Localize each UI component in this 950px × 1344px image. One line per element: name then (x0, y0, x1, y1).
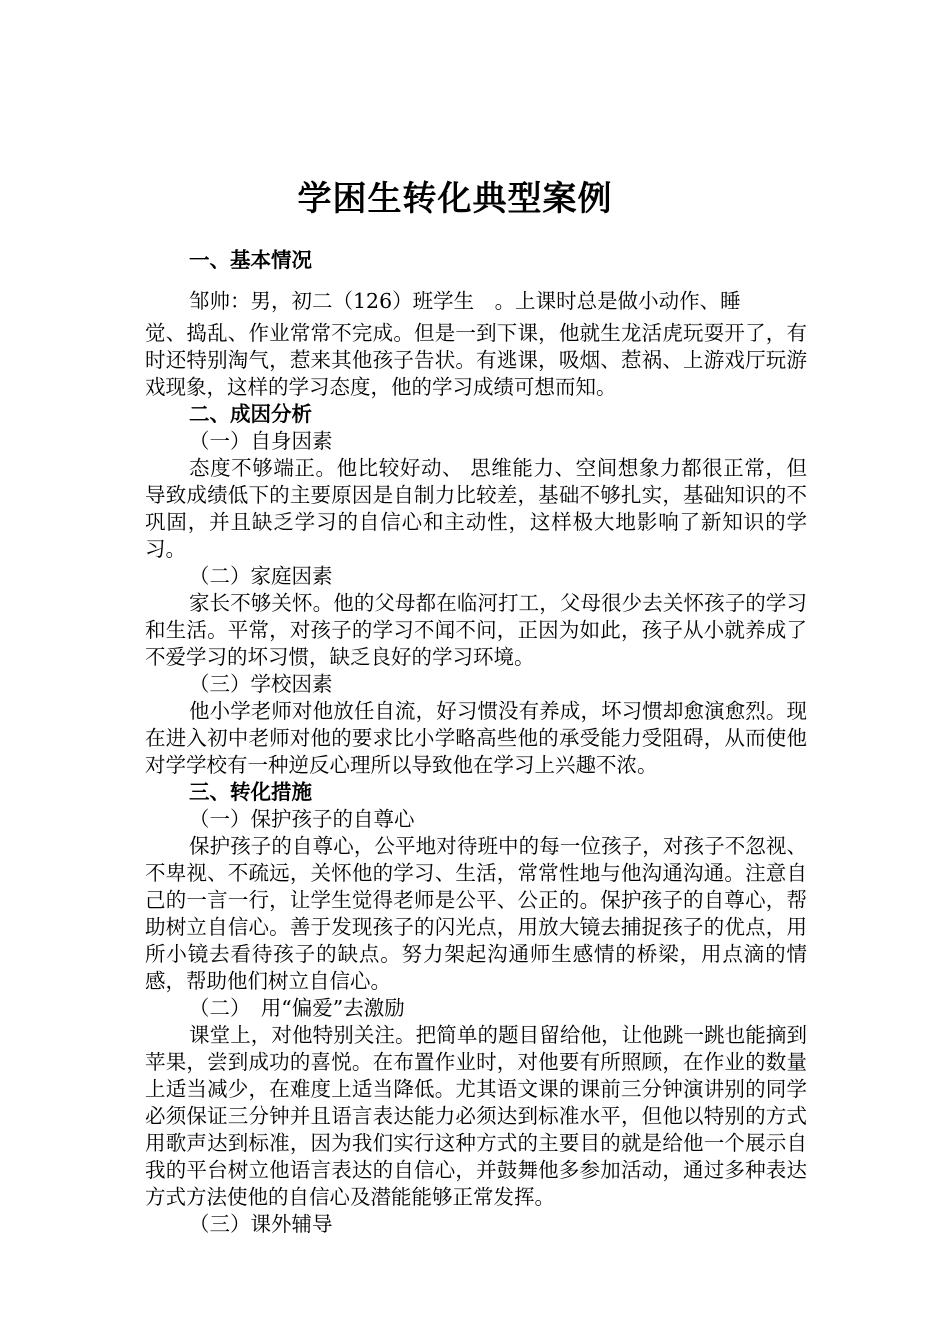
paragraph-protect-self-esteem: 保护孩子的自尊心，公平地对待班中的每一位孩子，对孩子不忽视、不卑视、不疏远，关怀他的学习、生活，常常性地与他沟通沟通。注意自己的一言一行，让学生觉得老师是公平、公正的。保护孩子的自尊心，帮助树立自信心。善于发现孩子的闪光点，用放大镜去捕捉孩子的优点，用所小镜去看待孩子的缺点。努力架起沟通师生感情的桥梁，用点滴的情感，帮助他们树立自信心。 (145, 834, 807, 993)
subheading-extracurricular-tutoring: （三）课外辅导 (189, 1212, 333, 1236)
subheading-school-factors: （三）学校因素 (189, 672, 333, 696)
subheading-protect-self-esteem: （一）保护孩子的自尊心 (189, 807, 415, 831)
document-body (145, 247, 807, 1238)
section-heading-measures: 三、转化措施 (189, 780, 312, 804)
subheading-family-factors: （二）家庭因素 (189, 564, 333, 588)
subheading-self-factors: （一）自身因素 (189, 429, 333, 453)
intro-first-line: 邹帅：男，初二（126）班学生 。上课时总是做小动作、睡 (189, 289, 741, 313)
paragraph-self-factors: 态度不够端正。他比较好动、 思维能力、空间想象力都很正常，但导致成绩低下的主要原因是自制力比较差，基础不够扎实，基础知识的不巩固，并且缺乏学习的自信心和主动性，这样极大地影响了新知识的学习。 (145, 456, 807, 561)
paragraph-family-factors: 家长不够关怀。他的父母都在临河打工，父母很少去关怀孩子的学习和生活。平常，对孩子的学习不闻不问，正因为如此，孩子从小就养成了不爱学习的坏习惯，缺乏良好的学习环境。 (145, 591, 807, 669)
paragraph-encourage-with-preference: 课堂上，对他特别关注。把简单的题目留给他，让他跳一跳也能摘到苹果，尝到成功的喜悦。在布置作业时，对他要有所照顾，在作业的数量上适当减少，在难度上适当降低。尤其语文课的课前三分钟演讲别的同学必须保证三分钟并且语言表达能力必须达到标准水平，但他以特别的方式用歌声达到标准，因为我们实行这种方式的主要目的就是给他一个展示自我的平台树立他语言表达的自信心，并鼓舞他多参加活动，通过多种表达方式方法使他的自信心及潜能能够正常发挥。 (145, 1023, 807, 1209)
section-heading-cause-analysis: 二、成因分析 (189, 402, 312, 426)
subheading-encourage-with-preference: （二） 用“偏爱”去激励 (189, 996, 405, 1020)
paragraph-school-factors: 他小学老师对他放任自流，好习惯没有养成，坏习惯却愈演愈烈。现在进入初中老师对他的要求比小学略高些他的承受能力受阻碍，从而使他对学学校有一种逆反心理所以导致他在学习上兴趣不浓。 (145, 699, 807, 777)
intro-paragraph: 觉、捣乱、作业常常不完成。但是一到下课，他就生龙活虎玩耍开了，有时还特别淘气，惹来其他孩子告状。有逃课，吸烟、惹祸、上游戏厅玩游戏现象，这样的学习态度，他的学习成绩可想而知。 (145, 321, 807, 399)
section-heading-basic-info: 一、基本情况 (189, 248, 312, 272)
document-title: 学困生转化典型案例 (297, 179, 613, 219)
